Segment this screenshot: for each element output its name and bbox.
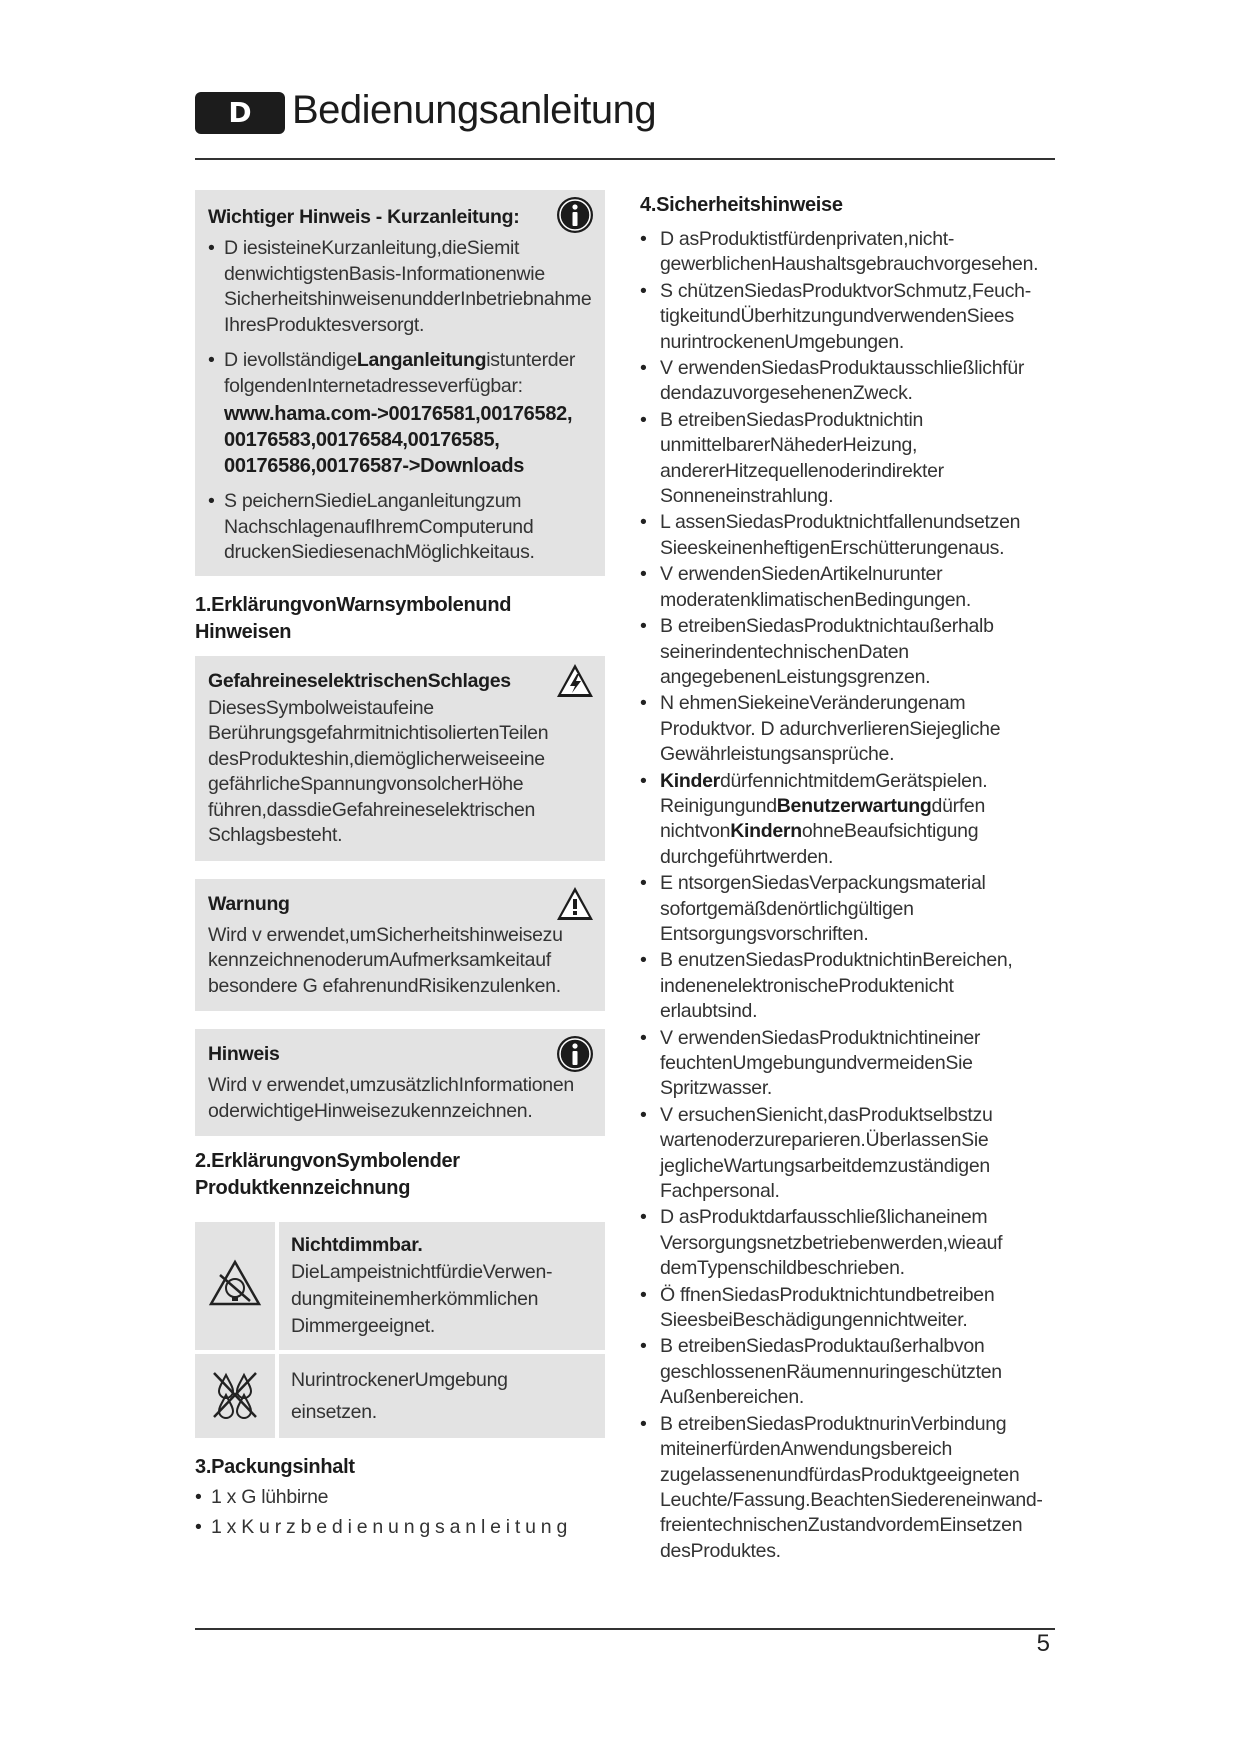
warning-box — [195, 879, 605, 1012]
list-item-text: istunterder folgendenInternetadresseverfügbar: — [224, 349, 576, 397]
list-item-text: S peichernSiedieLanganleitungzum NachschlagenaufIhremComputerund druckenSiediesenachMöglichkeitaus. — [224, 490, 535, 563]
danger-box — [195, 656, 605, 861]
not-dimmable-icon — [208, 1257, 262, 1311]
list-item — [208, 236, 591, 338]
package-contents-list — [195, 1485, 605, 1540]
important-note-box — [195, 190, 605, 576]
list-item-bold: Kindern — [730, 820, 802, 843]
important-note-list — [208, 236, 591, 566]
header-divider — [195, 158, 1055, 160]
list-item: • E ntsorgenSiedasVerpackungsmaterial sofortgemäßdenörtlichgültigen Entsorgungsvorschriften. — [640, 871, 1055, 947]
table-row — [195, 1222, 605, 1354]
list-item — [208, 489, 591, 566]
page-number: 5 — [1036, 1630, 1050, 1657]
warning-title: Warnung — [208, 892, 290, 915]
list-item: • D asProduktdarfausschließlichaneinem Versorgungsnetzbetriebenwerden,wieauf demTypenschildbeschrieben. — [640, 1205, 1055, 1281]
list-item: • B etreibenSiedasProduktnichtaußerhalb seinerindentechnischenDaten angegebenenLeistungsgrenzen. — [640, 614, 1055, 690]
list-item-bold: Kinder — [660, 769, 720, 792]
list-item: • N ehmenSiekeineVeränderungenam Produktvor. D adurchverlierenSiejegliche Gewährleistungsansprüche. — [640, 691, 1055, 767]
footer-divider — [195, 1628, 1055, 1630]
right-column — [640, 192, 1055, 1565]
symbol-cell — [195, 1354, 279, 1438]
warning-triangle-icon — [555, 884, 595, 924]
list-item: • D asProduktistfürdenprivaten,nicht- gewerblichenHaushaltsgebrauchvorgesehen. — [640, 227, 1055, 278]
safety-list — [640, 227, 1055, 1564]
list-item: • 1 x K u r z b e d i e n u n g s a n l e i t u n g — [195, 1515, 605, 1541]
list-item: • L assenSiedasProduktnichtfallenundsetzen SieeskeinenheftigenErschütterungenaus. — [640, 510, 1055, 561]
list-item: • S chützenSiedasProduktvorSchmutz,Feuch- tigkeitundÜberhitzungundverwendenSiees nurintrockenenUmgebungen. — [640, 279, 1055, 355]
symbol-text: DieLampeistnichtfürdieVerwen- dungmiteinemherkömmlichen Dimmergeeignet. — [291, 1261, 553, 1337]
symbol-description — [279, 1354, 605, 1438]
list-item: • B etreibenSiedasProduktnichtin unmittelbarerNähederHeizung, andererHitzequellenoderindirekter Sonneneinstrahlung. — [640, 408, 1055, 510]
info-icon — [555, 195, 595, 235]
note-title: Hinweis — [208, 1043, 280, 1065]
section-4-title: 4.Sicherheitshinweise — [640, 194, 843, 216]
list-item: • V ersuchenSienicht,dasProduktselbstzu wartenoderzureparieren.ÜberlassenSie jeglicheWartungsarbeitdemzuständigen Fachpersonal. — [640, 1103, 1055, 1205]
list-item-text: dürfen nichtvon — [660, 794, 986, 843]
section-2-title: 2.ErklärungvonSymbolender Produktkennzeichnung — [195, 1150, 460, 1199]
symbol-text: NurintrockenerUmgebung einsetzen. — [291, 1369, 508, 1423]
list-item-text: ohneBeaufsichtigung durchgeführtwerden. — [660, 820, 979, 868]
symbol-cell — [195, 1222, 279, 1354]
table-row — [195, 1354, 605, 1438]
list-item-text: dürfennichtmitdemGerätspielen. Reinigungund — [660, 769, 988, 817]
important-note-title: Wichtiger Hinweis - Kurzanleitung: — [208, 206, 520, 228]
dry-environment-only-icon — [208, 1367, 262, 1421]
symbol-title: Nichtdimmbar. — [291, 1234, 423, 1256]
list-item: • B etreibenSiedasProduktaußerhalbvon geschlossenenRäumennuringeschützten Außenbereichen. — [640, 1334, 1055, 1410]
list-item: • Ö ffnenSiedasProduktnichtundbetreiben SieesbeiBeschädigungennichtweiter. — [640, 1283, 1055, 1334]
symbol-table — [195, 1222, 605, 1438]
page-title: Bedienungsanleitung — [292, 88, 657, 132]
list-item — [640, 769, 1055, 871]
section-3-title: 3.Packungsinhalt — [195, 1456, 355, 1478]
list-item: • B etreibenSiedasProduktnurinVerbindung miteinerfürdenAnwendungsbereich zugelassenenundfürdasProduktgeeigneten Leuchte/Fassung.BeachtenSiedereneinwand- freientechnischenZustandvordemEinsetzen desProduktes. — [640, 1412, 1055, 1564]
section-1-title: 1.ErklärungvonWarnsymbolenund Hinweisen — [195, 593, 512, 643]
list-item: • B enutzenSiedasProduktnichtinBereichen, indenenelektronischeProduktenicht erlaubtsind. — [640, 948, 1055, 1024]
list-item: • V erwendenSiedenArtikelnurunter moderatenklimatischenBedingungen. — [640, 562, 1055, 613]
list-item: • V erwendenSiedasProduktnichtineiner feuchtenUmgebungundvermeidenSie Spritzwasser. — [640, 1026, 1055, 1102]
list-item-text: D ievollständige — [224, 349, 357, 371]
electric-shock-warning-icon — [555, 661, 595, 701]
info-icon — [555, 1034, 595, 1074]
left-column — [195, 190, 605, 1550]
list-item: • 1 x G lühbirne — [195, 1485, 605, 1511]
note-text: Wird v erwendet,umzusätzlichInformationen oderwichtigeHinweisezukennzeichnen. — [208, 1074, 574, 1122]
warning-text: Wird v erwendet,umSicherheitshinweisezu kennzeichnenoderumAufmerksamkeitauf besondere G efahrenundRisikenzulenken. — [208, 923, 563, 997]
note-box — [195, 1029, 605, 1136]
language-badge: D — [195, 92, 285, 134]
download-link[interactable]: www.hama.com->00176581,00176582, 00176583,00176584,00176585, 00176586,00176587->Downloads — [224, 403, 573, 477]
list-item-bold: Langanleitung — [356, 349, 487, 371]
list-item — [208, 348, 591, 479]
symbol-description — [279, 1222, 605, 1354]
list-item-bold: Benutzerwartung — [776, 794, 932, 817]
danger-text: DiesesSymbolweistaufeine BerührungsgefahrmitnichtisoliertenTeilen desProdukteshin,diemöglicherweiseeine gefährlicheSpannungvonsolcherHöhe führen,dassdieGefahreineselektrischen Schlagsbesteht. — [208, 696, 549, 846]
list-item-text: D iesisteineKurzanleitung,dieSiemit denwichtigstenBasis-Informationenwie SicherheitshinweisenundderInbetriebnahme IhresProduktesversorgt. — [224, 237, 592, 336]
list-item: • V erwendenSiedasProduktausschließlichfür dendazuvorgesehenenZweck. — [640, 356, 1055, 407]
danger-title: GefahreineselektrischenSchlages — [208, 669, 511, 692]
